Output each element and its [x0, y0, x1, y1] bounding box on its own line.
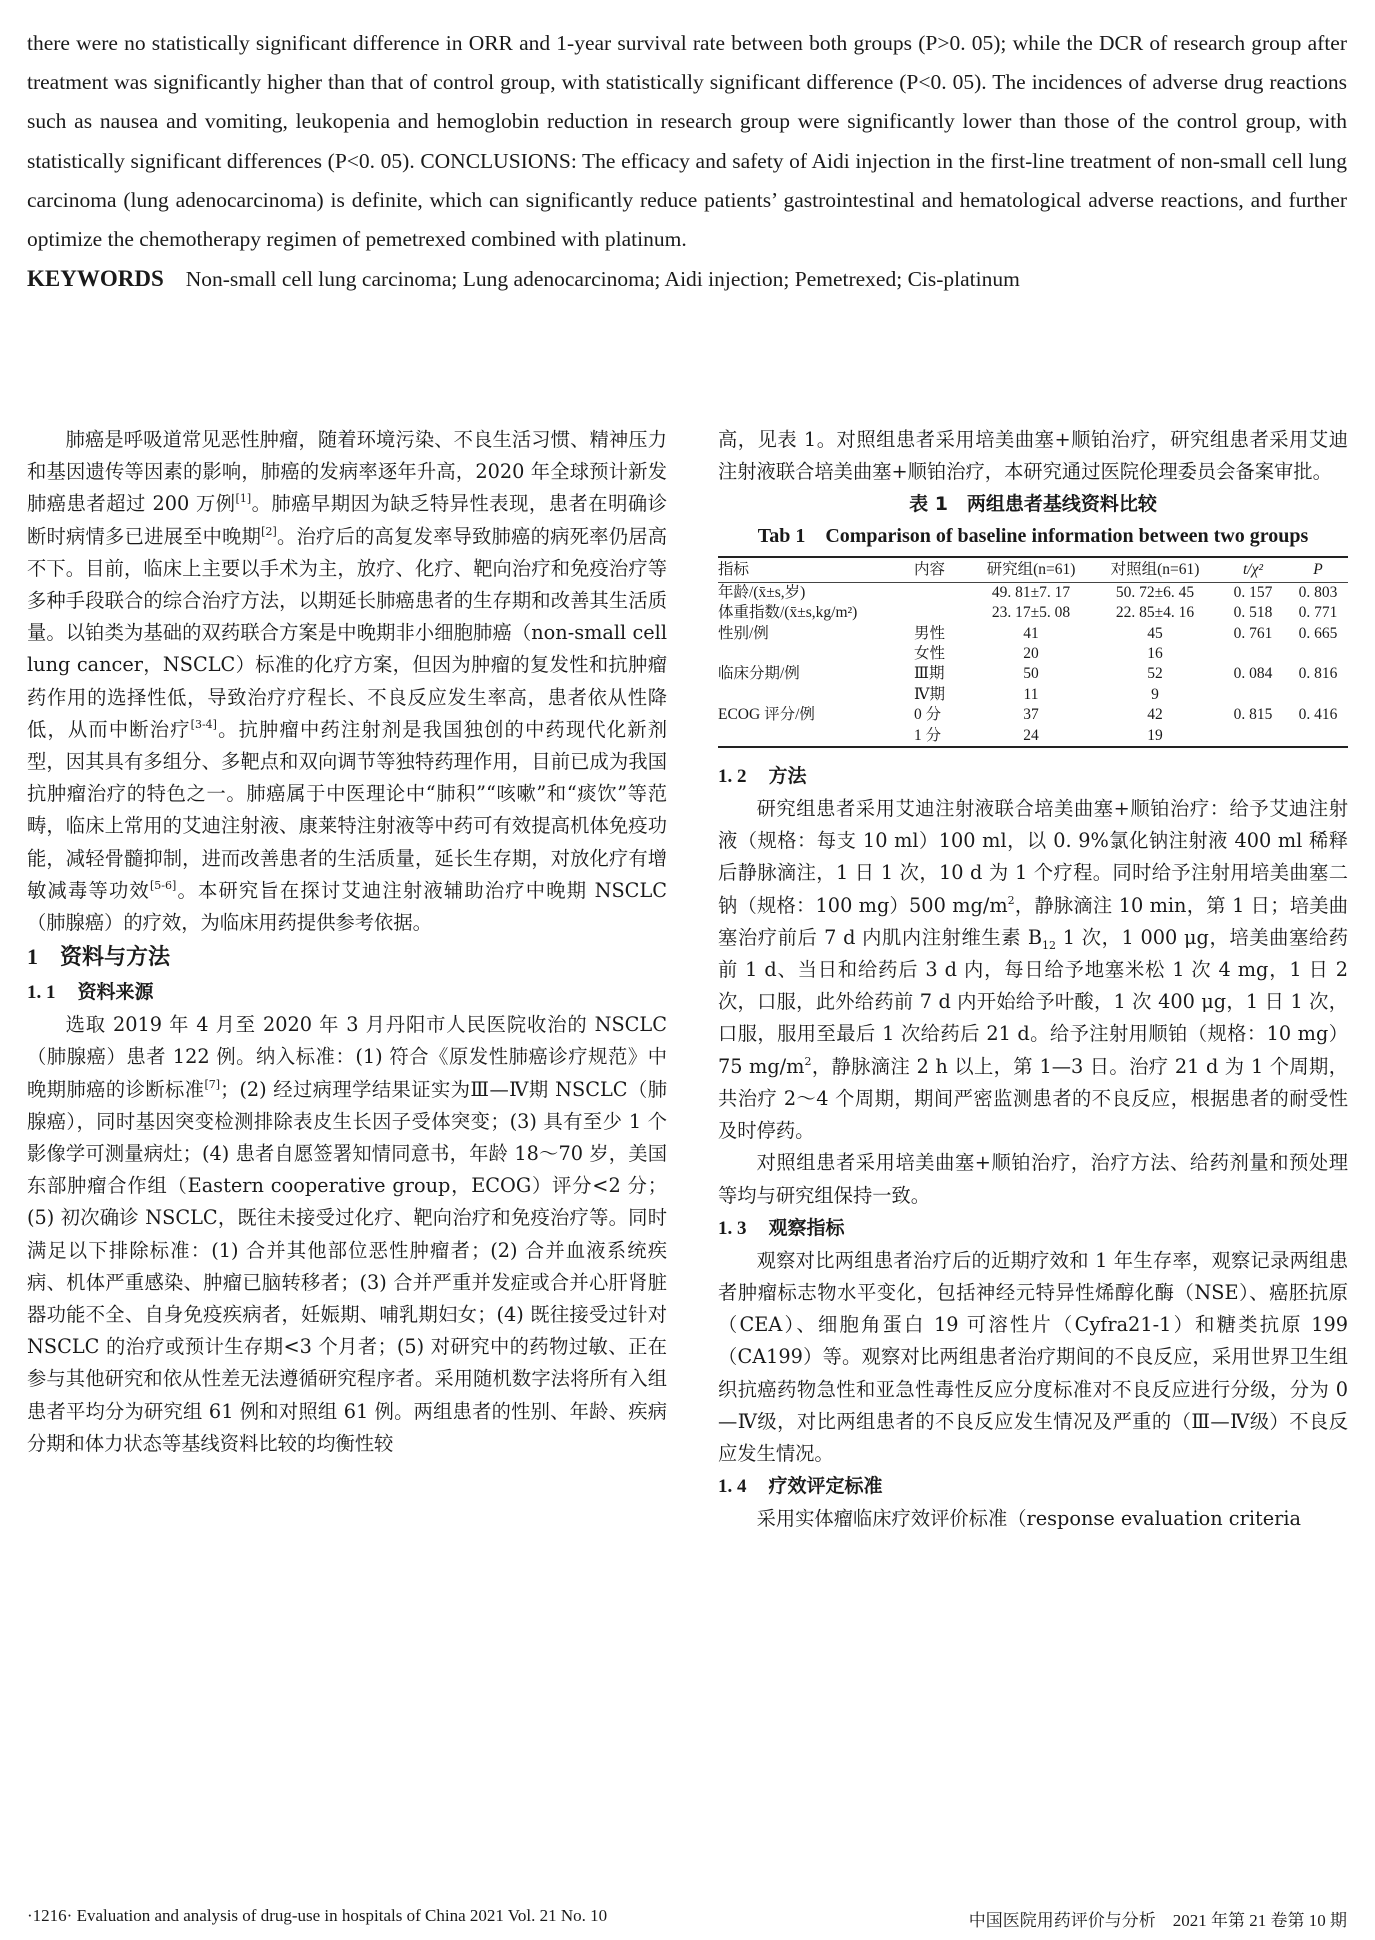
cell-statistic: 0. 084 — [1233, 665, 1273, 683]
cell-indicator: 年龄/(x̄±s,岁) — [718, 583, 806, 601]
table-row — [718, 624, 1348, 644]
header-p-value: P — [1313, 561, 1323, 579]
cell-p-value: 0. 665 — [1298, 624, 1338, 642]
header-indicator: 指标 — [718, 561, 750, 579]
cell-control-group: 50. 72±6. 45 — [1115, 583, 1195, 601]
cell-research-group: 49. 81±7. 17 — [991, 583, 1071, 601]
header-statistic: t/χ² — [1242, 561, 1264, 579]
observation-paragraph: 观察对比两组患者治疗后的近期疗效和 1 年生存率，观察记录两组患者肿瘤标志物水平变化，包括神经元特异性烯醇化酶（NSE）、癌胚抗原（CEA）、细胞角蛋白 19 可溶性片（Cyfra21-1）和糖类抗原 199（CA199）等。观察对比两组患者治疗期间的不良反应，采用世界卫生组织抗癌药物急性和亚急性毒性反应分度标准对不良反应进行分级，分为 0—Ⅳ级，对比两组患者的不良反应发生情况及严重的（Ⅲ—Ⅳ级）不良反应发生情况。 — [718, 1248, 1348, 1465]
cell-research-group: 24 — [1023, 726, 1039, 744]
section-heading-1: 1 资料与方法 — [27, 944, 171, 971]
data-source-paragraph: 选取 2019 年 4 月至 2020 年 3 月丹阳市人民医院收治的 NSCLC（肺腺癌）患者 122 例。纳入标准：(1) 符合《原发性肺癌诊疗规范》中晚期肺癌的诊断标准[7]；(2) 经过病理学结果证实为Ⅲ—Ⅳ期 NSCLC（肺腺癌），同时基因突变检测排除表皮生长因子受体突变；(3) 具有至少 1 个影像学可测量病灶；(4) 患者自愿签署知情同意书，年龄 18～70 岁，美国东部肿瘤合作组（Eastern cooperative group，ECOG）评分<2 分；(5) 初次确诊 NSCLC，既往未接受过化疗、靶向治疗和免疫治疗等。同时满足以下排除标准：(1) 合并其他部位恶性肿瘤者；(2) 合并血液系统疾病、机体严重感染、肿瘤已脑转移者；(3) 合并严重并发症或合并心肝肾脏器功能不全、自身免疫疾病者，妊娠期、哺乳期妇女；(4) 既往接受过针对 NSCLC 的治疗或预计生存期<3 个月者；(5) 对研究中的药物过敏、正在参与其他研究和依从性差无法遵循研究程序者。采用随机数字法将所有入组患者平均分为研究组 61 例和对照组 61 例。两组患者的性别、年龄、疾病分期和体力状态等基线资料比较的均衡性较 — [27, 1013, 667, 1455]
cell-indicator — [718, 644, 914, 664]
cell-control-group: 22. 85±4. 16 — [1115, 604, 1195, 622]
cell-control-group: 42 — [1147, 706, 1163, 724]
table-row — [718, 685, 1348, 705]
table-row — [718, 705, 1348, 725]
citation-ref: [7] — [204, 1077, 221, 1091]
cell-indicator — [718, 685, 914, 705]
cell-indicator: 临床分期/例 — [718, 665, 800, 683]
left-column — [27, 424, 667, 1460]
right-column — [718, 424, 1348, 1535]
citation-ref: [1] — [235, 492, 252, 506]
baseline-table — [718, 556, 1348, 748]
section-heading-1-4: 1. 4 疗效评定标准 — [718, 1475, 883, 1498]
method-paragraph: 研究组患者采用艾迪注射液联合培美曲塞+顺铂治疗：给予艾迪注射液（规格：每支 10 ml）100 ml，以 0. 9%氯化钠注射液 400 ml 稀释后静脉滴注，1 日 1 次，10 d 为 1 个疗程。同时给予注射用培美曲塞二钠（规格：100 mg）500 $mg/m^2$，静脉滴注 10 min，第 1 日；培美曲塞治疗前后 7 d 内肌内注射维生素 $B_{12}$ 1 次，1 000 μg，培美曲塞给药前 1 d、当日和给药后 3 d 内，每日给予地塞米松 1 次 4 mg，1 日 2 次，口服，此外给药前 7 d 内开始给予叶酸，1 次 400 μg，1 日 1 次，口服，服用至最后 1 次给药后 21 d。给予注射用顺铂（规格：10 mg）75 $mg/m^2$，静脉滴注 2 h 以上，第 1—3 日。治疗 21 d 为 1 个周期，共治疗 2～4 个周期，期间严密监测患者的不良反应，根据患者的耐受性及时停药。 — [718, 797, 1348, 1143]
cell-p-value: 0. 771 — [1298, 604, 1338, 622]
table-row — [718, 582, 1348, 603]
cell-research-group: 37 — [1023, 706, 1039, 724]
citation-ref: [3-4] — [190, 717, 217, 731]
table-row — [718, 726, 1348, 747]
footer-journal-cn: 中国医院用药评价与分析 2021 年第 21 卷第 10 期 — [968, 1911, 1347, 1930]
cell-content: Ⅳ期 — [914, 685, 945, 703]
table-header-row — [718, 557, 1348, 582]
cell-statistic — [1218, 685, 1288, 705]
cell-p-value — [1288, 726, 1348, 747]
table-row — [718, 644, 1348, 664]
cell-control-group: 19 — [1147, 726, 1163, 744]
cell-p-value — [1288, 685, 1348, 705]
cell-indicator: 体重指数/(x̄±s,kg/m²) — [718, 604, 858, 622]
citation-ref: [2] — [261, 524, 277, 538]
section-heading-1-2: 1. 2 方法 — [718, 765, 807, 788]
section-heading-1-3: 1. 3 观察指标 — [718, 1216, 845, 1239]
intro-paragraph: 肺癌是呼吸道常见恶性肿瘤，随着环境污染、不良生活习惯、精神压力和基因遗传等因素的影响，肺癌的发病率逐年升高，2020 年全球预计新发肺癌患者超过 200 万例[1]。肺癌早期因为缺乏特异性表现，患者在明确诊断时病情多已进展至中晚期[2]。治疗后的高复发率导致肺癌的病死率仍居高不下。目前，临床上主要以手术为主，放疗、化疗、靶向治疗和免疫治疗等多种手段联合的综合治疗方法，以期延长肺癌患者的生存期和改善其生活质量。以铂类为基础的双药联合方案是中晚期非小细胞肺癌（non-small cell lung cancer，NSCLC）标准的化疗方案，但因为肿瘤的复发性和抗肿瘤药作用的选择性低，导致治疗疗程长、不良反应发生率高，患者依从性降低，从而中断治疗[3-4]。抗肿瘤中药注射剂是我国独创的中药现代化新剂型，因其具有多组分、多靶点和双向调节等独特药理作用，目前已成为我国抗肿瘤治疗的特色之一。肺癌属于中医理论中“肺积”“咳嗽”和“痰饮”等范畴，临床上常用的艾迪注射液、康莱特注射液等中药可有效提高机体免疫功能，减轻骨髓抑制，进而改善患者的生活质量，延长生存期，对放化疗有增敏减毒等功效[5-6]。本研究旨在探讨艾迪注射液辅助治疗中晚期 NSCLC（肺腺癌）的疗效，为临床用药提供参考依据。 — [27, 428, 668, 935]
keywords-label: KEYWORDS — [27, 266, 164, 292]
header-control-group: 对照组(n=61) — [1110, 561, 1200, 579]
cell-control-group: 16 — [1147, 645, 1163, 663]
section-heading-1-1: 1. 1 资料来源 — [27, 981, 154, 1004]
control-method-paragraph: 对照组患者采用培美曲塞+顺铂治疗，治疗方法、给药剂量和预处理等均与研究组保持一致。 — [718, 1151, 1348, 1207]
continued-paragraph: 高，见表 1。对照组患者采用培美曲塞+顺铂治疗，研究组患者采用艾迪注射液联合培美曲塞+顺铂治疗，本研究通过医院伦理委员会备案审批。 — [718, 428, 1348, 484]
cell-content: 0 分 — [914, 706, 942, 724]
table-row — [718, 603, 1348, 623]
cell-statistic: 0. 761 — [1233, 624, 1273, 642]
cell-indicator: ECOG 评分/例 — [718, 706, 815, 724]
cell-statistic: 0. 815 — [1233, 706, 1273, 724]
keywords-list: Non-small cell lung carcinoma; Lung adenocarcinoma; Aidi injection; Pemetrexed; Cis-platinum — [185, 267, 1020, 292]
header-content: 内容 — [914, 561, 946, 579]
cell-content: 男性 — [914, 624, 946, 642]
cell-p-value: 0. 416 — [1298, 706, 1338, 724]
table-row — [718, 664, 1348, 684]
cell-statistic — [1218, 726, 1288, 747]
cell-control-group: 45 — [1147, 624, 1163, 642]
cell-control-group: 9 — [1151, 685, 1159, 703]
cell-statistic: 0. 157 — [1233, 583, 1273, 601]
cell-research-group: 41 — [1023, 624, 1039, 642]
cell-p-value: 0. 816 — [1298, 665, 1338, 683]
table-title-en: Tab 1 Comparison of baseline information between two groups — [757, 525, 1309, 548]
cell-content: Ⅲ期 — [914, 665, 945, 683]
cell-content: 1 分 — [914, 726, 942, 744]
cell-indicator: 性别/例 — [718, 624, 769, 642]
cell-research-group: 20 — [1023, 645, 1039, 663]
cell-statistic — [1218, 644, 1288, 664]
cell-p-value — [1288, 644, 1348, 664]
cell-research-group: 11 — [1023, 685, 1039, 703]
cell-statistic: 0. 518 — [1233, 604, 1273, 622]
cell-control-group: 52 — [1147, 665, 1163, 683]
footer-journal-en: ·1216· Evaluation and analysis of drug-use in hospitals of China 2021 Vol. 21 No. 10 — [27, 1906, 608, 1925]
cell-content: 女性 — [914, 645, 946, 663]
abstract-paragraph: there were no statistically significant difference in ORR and 1-year survival rate between both groups (P>0. 05); while the DCR of research group after treatment was significantly higher than that of control group, with statistically significant difference (P<0. 05). The incidences of adverse drug reactions such as nausea and vomiting, leukopenia and hemoglobin reduction in research group were significantly lower than those of the control group, with statistically significant differences (P<0. 05). CONCLUSIONS: The efficacy and safety of Aidi injection in the first-line treatment of non-small cell lung carcinoma (lung adenocarcinoma) is definite, which can significantly reduce patients’ gastrointestinal and hematological adverse reactions, and further optimize the chemotherapy regimen of pemetrexed combined with platinum. — [27, 31, 1347, 252]
citation-ref: [5-6] — [149, 878, 177, 892]
cell-research-group: 23. 17±5. 08 — [991, 604, 1071, 622]
cell-research-group: 50 — [1023, 665, 1039, 683]
english-abstract — [27, 24, 1347, 299]
criteria-paragraph: 采用实体瘤临床疗效评价标准（response evaluation criteria — [756, 1507, 1302, 1531]
cell-indicator — [718, 726, 914, 747]
header-research-group: 研究组(n=61) — [986, 561, 1076, 579]
table-title-cn: 表 1 两组患者基线资料比较 — [909, 493, 1157, 516]
keywords-line — [27, 259, 1347, 299]
cell-p-value: 0. 803 — [1298, 583, 1338, 601]
cell-content — [914, 603, 970, 623]
cell-content — [914, 582, 970, 603]
